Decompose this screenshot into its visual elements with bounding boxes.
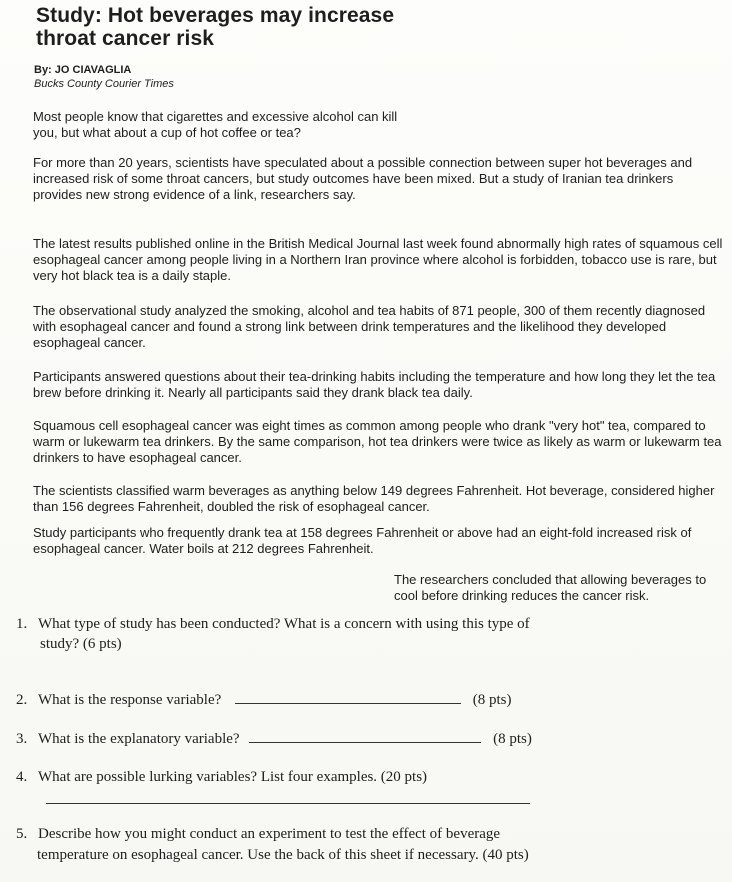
question-text: What are possible lurking variables? List four examples. (20 pts): [38, 769, 428, 785]
question-number: 2.: [16, 692, 28, 708]
question-text: Describe how you might conduct an experiment to test the effect of beverage: [38, 826, 501, 842]
article-paragraph: Squamous cell esophageal cancer was eight times as common among people who drank "very hot" tea, compared to warm or lukewarm tea drinkers. By the same comparison, hot tea drinkers were twice as likely as warm or lukewarm tea drinkers to have esophageal cancer.: [33, 418, 722, 465]
question-5: [16, 824, 636, 844]
question-points: (8 pts): [493, 731, 532, 747]
article-title-line-2: throat cancer risk: [36, 27, 215, 50]
answer-blank[interactable]: [235, 691, 461, 704]
question-1-continued: study? (6 pts): [40, 636, 122, 652]
answer-blank[interactable]: [249, 730, 481, 743]
article-conclusion: The researchers concluded that allowing beverages to cool before drinking reduces the cancer risk.: [394, 572, 707, 603]
question-number: 5.: [16, 826, 28, 842]
article-paragraph: Most people know that cigarettes and excessive alcohol can kill you, but what about a cup of hot coffee or tea?: [33, 109, 398, 140]
question-number: 3.: [16, 731, 28, 747]
article-paragraph: Participants answered questions about their tea-drinking habits including the temperature and how long they let the tea brew before drinking it. Nearly all participants said they drank black tea daily.: [33, 369, 716, 400]
article-paragraph: For more than 20 years, scientists have speculated about a possible connection between super hot beverages and increased risk of some throat cancers, but study outcomes have been mixed. But a study of Iranian tea drinkers provides new strong evidence of a link, researchers say.: [33, 155, 693, 202]
article-title: [36, 4, 456, 50]
article-paragraph: The latest results published online in the British Medical Journal last week found abnormally high rates of squamous cell esophageal cancer among people living in a Northern Iran province where alcohol is forbidden, tobacco use is rare, but very hot black tea is a daily staple.: [33, 236, 723, 283]
article-byline: By: JO CIAVAGLIA: [34, 64, 132, 76]
question-number: 4.: [16, 769, 28, 785]
question-3: [16, 729, 716, 749]
article-paragraph: Study participants who frequently drank tea at 158 degrees Fahrenheit or above had an eight-fold increased risk of esophageal cancer. Water boils at 212 degrees Fahrenheit.: [33, 525, 692, 556]
article-source: Bucks County Courier Times: [34, 78, 174, 90]
article-title-line-1: Study: Hot beverages may increase: [36, 4, 395, 27]
question-text: What is the explanatory variable?: [38, 731, 240, 747]
article-paragraph: The observational study analyzed the smoking, alcohol and tea habits of 871 people, 300 of them recently diagnosed with esophageal cancer and found a strong link between drink temperatures and the likelihood they developed esophageal cancer.: [33, 303, 706, 350]
answer-line[interactable]: [46, 803, 530, 804]
question-points: (8 pts): [472, 692, 512, 708]
question-number: 1.: [16, 616, 28, 632]
question-text: What is the response variable?: [38, 692, 222, 708]
question-5-continued: temperature on esophageal cancer. Use the back of this sheet if necessary. (40 pts): [37, 847, 529, 863]
article-paragraph: The scientists classified warm beverages as anything below 149 degrees Fahrenheit. Hot beverage, considered higher than 156 degrees Fahrenheit, doubled the risk of esophageal cancer.: [33, 483, 715, 514]
question-text: What type of study has been conducted? What is a concern with using this type of: [38, 616, 530, 632]
question-4: [16, 767, 716, 787]
question-2: [16, 690, 716, 710]
question-1: [16, 614, 616, 634]
